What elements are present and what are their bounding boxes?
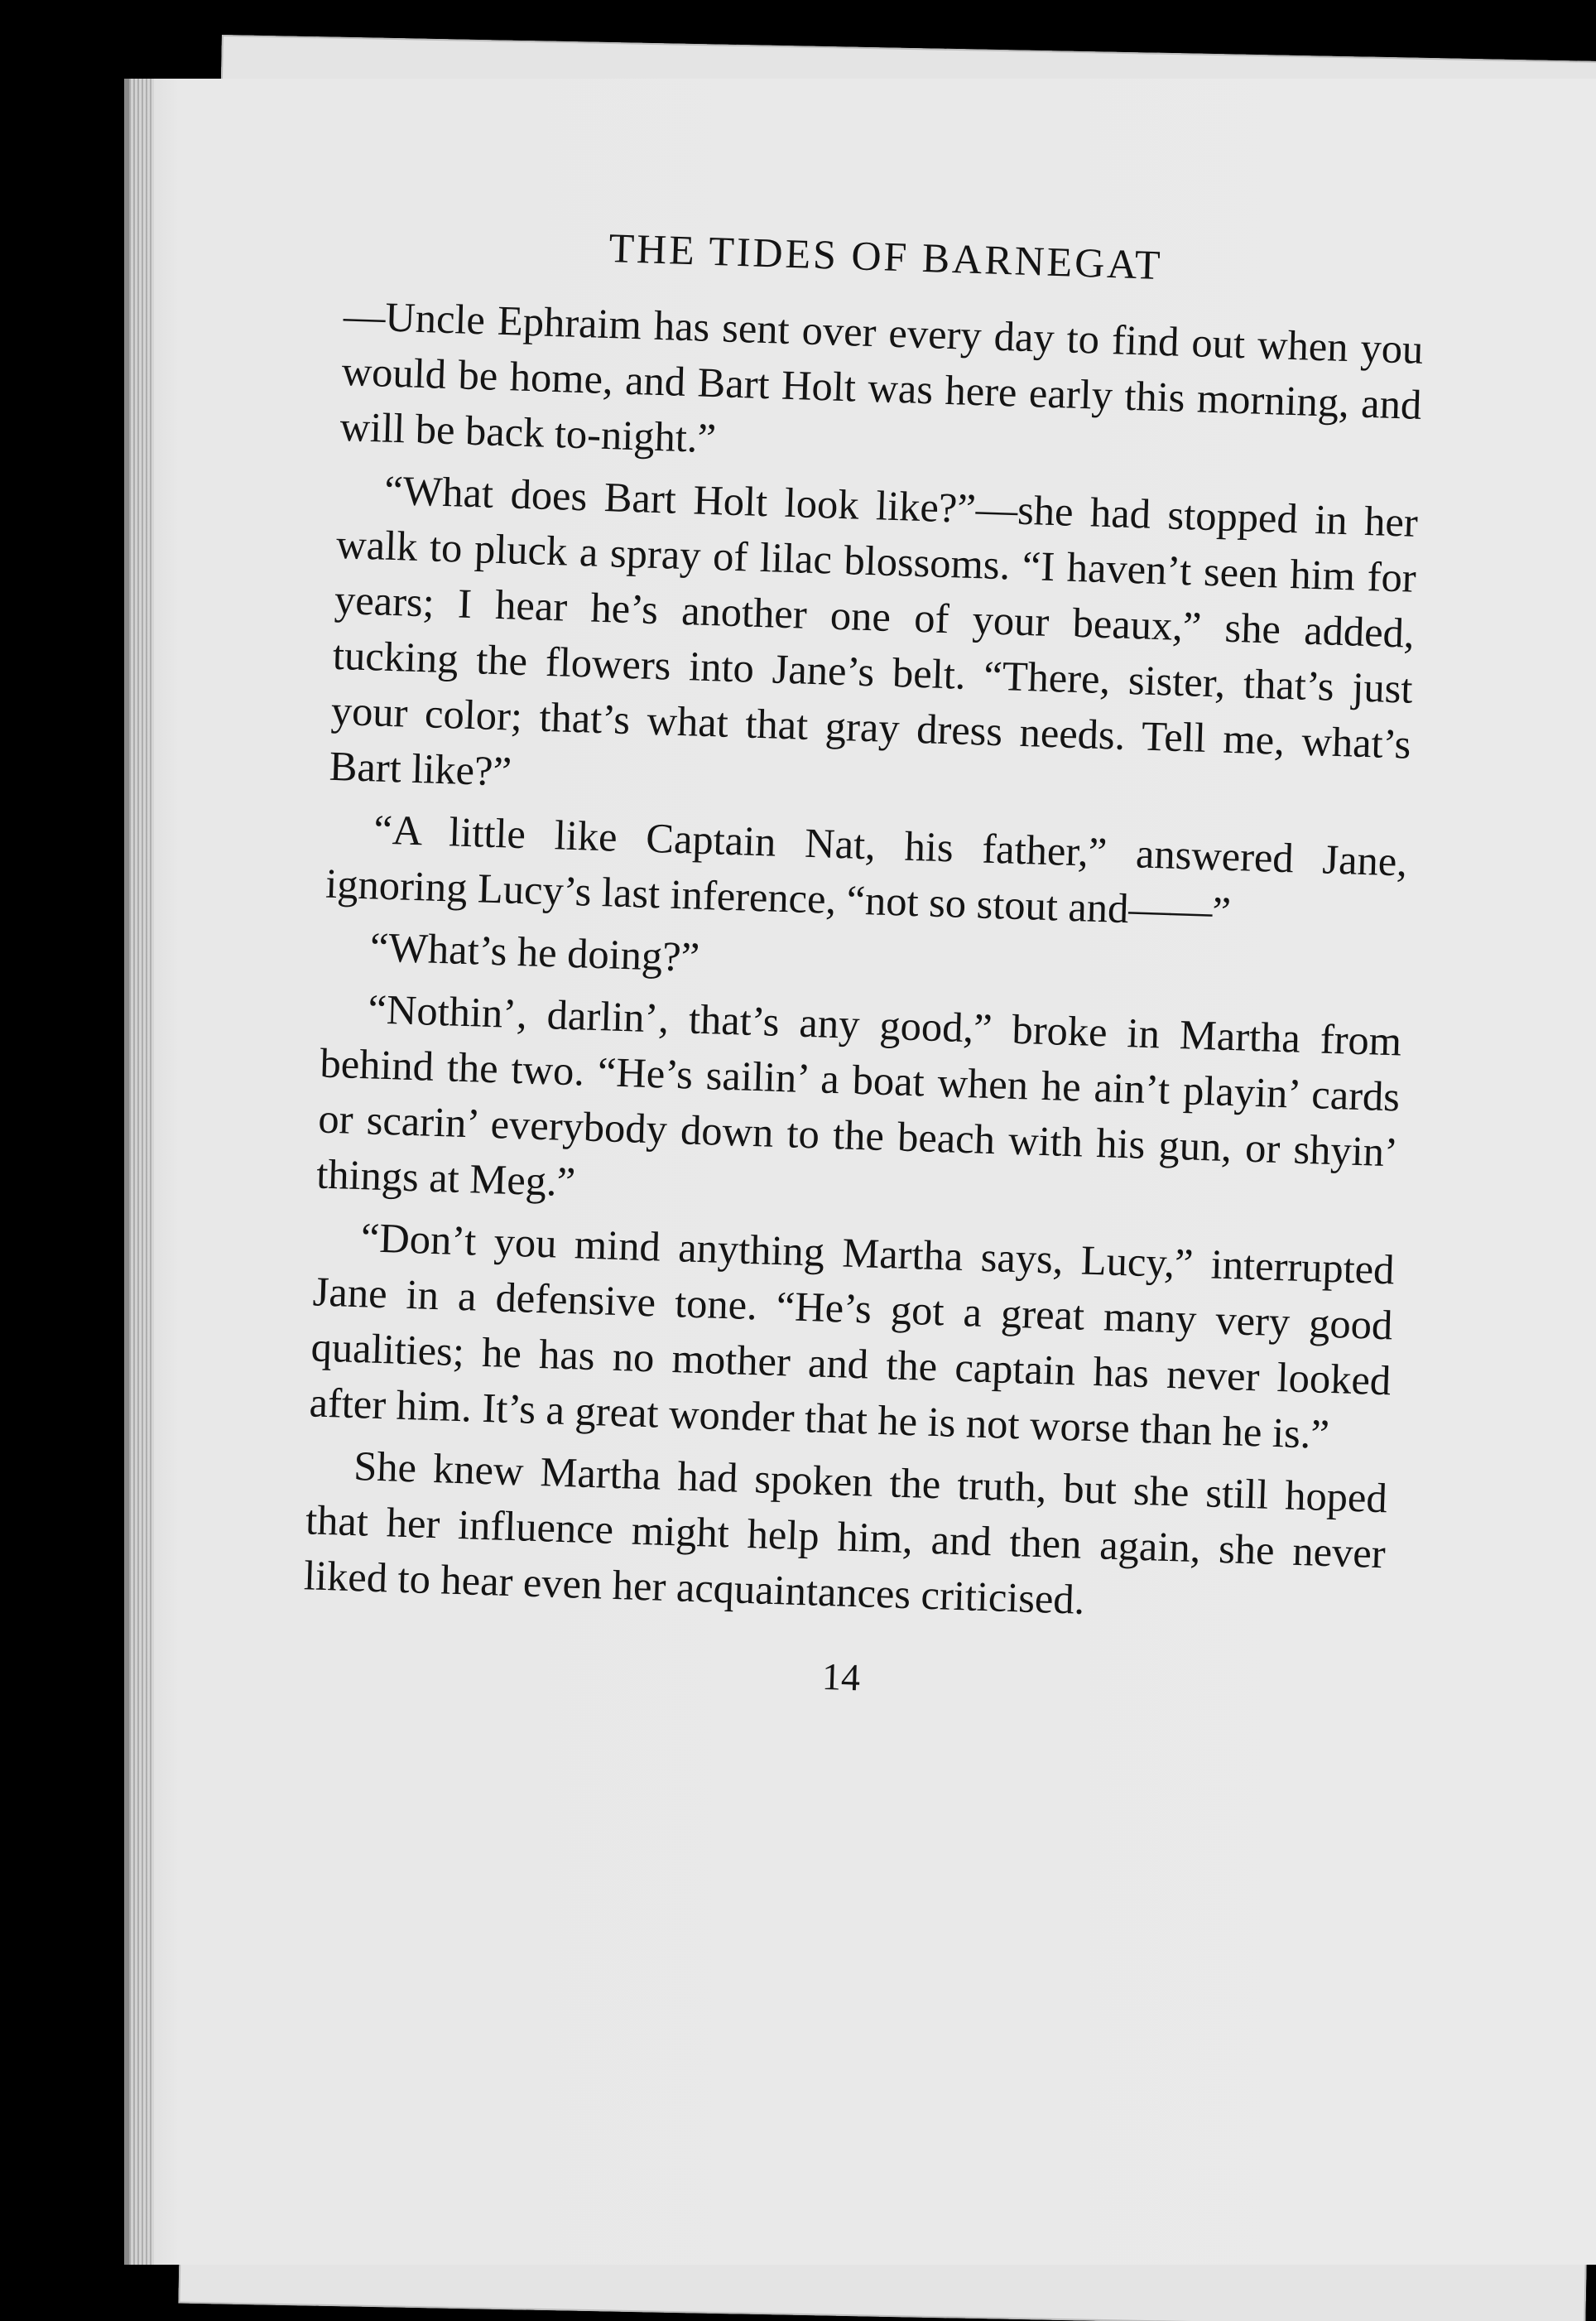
paragraph: “Nothin’, darlin’, that’s any good,” broke in Martha from behind the two. “He’s sailin’ a boat when he ain’t playin’ cards or scarin’ everybody down to the beach with his gun, or shyin’ things at Meg.” bbox=[315, 985, 1402, 1206]
paragraph: She knew Martha had spoken the truth, but she still hoped that her influence might help him, and then again, she never liked to hear even her acquaintances criticised. bbox=[303, 1442, 1388, 1623]
paragraph: “Don’t you mind anything Martha says, Lucy,” interrupted Jane in a defensive tone. “He’s got a great many very good qualities; he has no mother and the captain has never looked after him. It’s a great wonder that he is not worse than he is.” bbox=[308, 1214, 1396, 1458]
paragraph: —Uncle Ephraim has sent over every day to find out when you would be home, and Bart Holt was here early this morning, and will be back to-night.” bbox=[339, 291, 1425, 462]
running-head: THE TIDES OF BARNEGAT bbox=[608, 224, 1164, 289]
page-number: 14 bbox=[821, 1654, 861, 1699]
page-edge-stack bbox=[129, 79, 154, 2265]
paragraph: “What’s he doing?” bbox=[369, 923, 700, 980]
page-content bbox=[289, 132, 1430, 2095]
body-text bbox=[303, 288, 1424, 1637]
paragraph: “What does Bart Holt look like?”—she had stopped in her walk to pluck a spray of lilac blossoms. “I haven’t seen him for years; I hear he’s another one of your beaux,” she added, tucking the flowers into Jane’s belt. “There, sister, that’s just your color; that’s what that gray dress needs. Tell me, what’s Bart like?” bbox=[329, 466, 1419, 795]
paragraph: “A little like Captain Nat, his father,” answered Jane, ignoring Lucy’s last inference, “not so stout and——” bbox=[324, 806, 1408, 935]
